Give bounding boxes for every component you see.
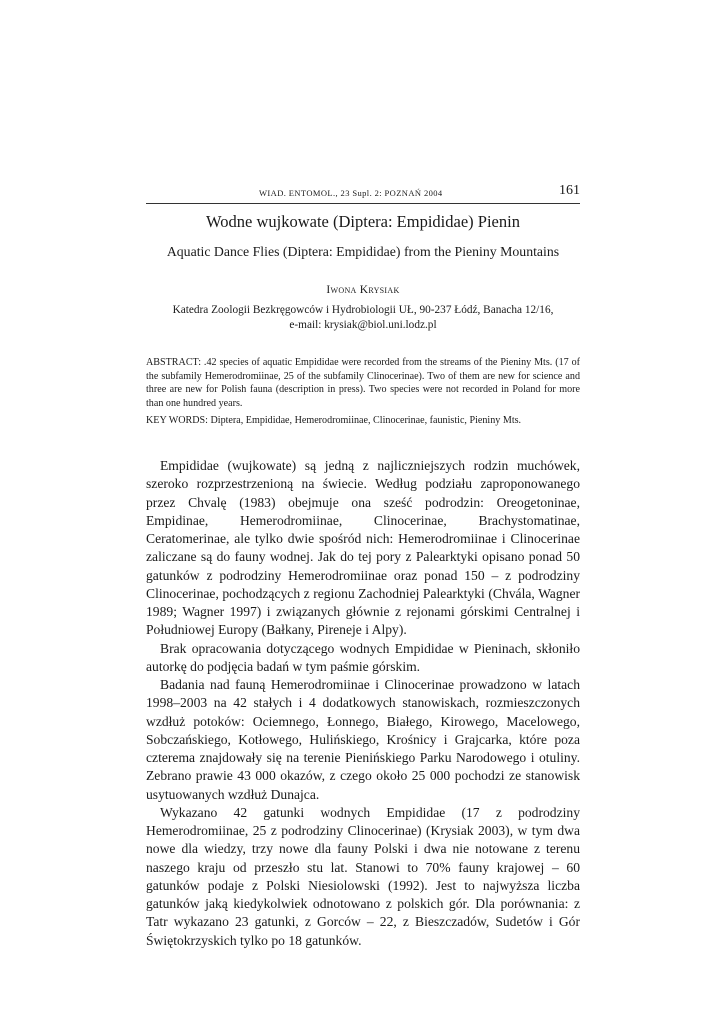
author-name-text: Iwona Krysiak <box>326 284 400 296</box>
article-title-text: Wodne wujkowate (Diptera: Empididae) Pienin <box>206 212 520 231</box>
journal-citation: WIAD. ENTOMOL., 23 Supl. 2: POZNAŃ 2004 <box>259 188 443 198</box>
body-paragraph: Empididae (wujkowate) są jedną z najliczniejszych rodzin muchówek, szeroko rozprzestrzenioną na świecie. Według podziału zaproponowanego przez Chvalę (1983) obejmuje ona sześć podrodzin: Oreogetoninae, Empidinae, Hemerodromiinae, Clinocerinae, Brachystomatinae, Ceratomerinae, ale tylko dwie spośród nich: Hemerodromiinae i Clinocerinae zaliczane są do fauny wodnej. Jak do tej pory z Palearktyki opisano ponad 50 gatunków z podrodziny Hemerodromiinae oraz ponad 150 – z podrodziny Clinocerinae, pochodzących z regionu Zachodniej Palearktyki (Chvála, Wagner 1989; Wagner 1997) i związanych głównie z rejonami górskimi Centralnej i Południowej Europy (Bałkany, Pireneje i Alpy). <box>146 458 580 638</box>
abstract <box>146 356 580 410</box>
body-paragraph: Wykazano 42 gatunki wodnych Empididae (17 z podrodziny Hemerodromiinae, 25 z podrodziny Clinocerinae) (Krysiak 2003), w tym dwa nowe dla wiedzy, trzy nowe dla fauny Polski i dwa nie notowane z terenu naszego kraju od przeszło stu lat. Stanowi to 70% fauny krajowej – 60 gatunków podaje z Polski Niesiolowski (1992). Jest to najwyższa liczba gatunków jaką kiedykolwiek odnotowano z polskich gór. Dla porównania: z Tatr wykazano 23 gatunki, z Gorców – 22, z Bieszczadów, Sudetów i Gór Świętokrzyskich tylko po 18 gatunków. <box>146 804 580 948</box>
affiliation-address: Katedra Zoologii Bezkręgowców i Hydrobiologii UŁ, 90-237 Łódź, Banacha 12/16, <box>172 304 554 316</box>
body-paragraph: Brak opracowania dotyczącego wodnych Empididae w Pieninach, skłoniło autorkę do podjęcia badań w tym paśmie górskim. <box>146 640 580 674</box>
affiliation <box>120 303 606 333</box>
article-subtitle <box>120 244 606 260</box>
article-body <box>146 457 580 950</box>
page-number: 161 <box>559 183 580 198</box>
affiliation-email: e-mail: krysiak@biol.uni.lodz.pl <box>289 319 437 331</box>
body-paragraph: Badania nad fauną Hemerodromiinae i Clinocerinae prowadzono w latach 1998–2003 na 42 stałych i 4 dodatkowych stanowiskach, rozmieszczonych wzdłuż potoków: Ociemnego, Łonnego, Białego, Kirowego, Macelowego, Sobczańskiego, Kotłowego, Hulińskiego, Krośnicy i Grajcarka, które poza czterema znajdowały się na terenie Pienińskiego Parku Narodowego i otuliny. Zebrano prawie 43 000 okazów, z czego około 25 000 pochodzi ze stanowisk usytuowanych wzdłuż Dunajca. <box>146 677 580 802</box>
article-title <box>146 212 580 232</box>
running-head <box>146 183 580 204</box>
article-subtitle-text: Aquatic Dance Flies (Diptera: Empididae) from the Pieniny Mountains <box>166 244 560 259</box>
keywords-text: KEY WORDS: Diptera, Empididae, Hemerodromiinae, Clinocerinae, faunistic, Pieniny Mts. <box>146 415 522 426</box>
keywords <box>146 414 580 428</box>
author-name <box>146 284 580 296</box>
abstract-text: ABSTRACT: .42 species of aquatic Empididae were recorded from the streams of the Pieniny Mts. (17 of the subfamily Hemerodromiinae, 25 of the subfamily Clinocerinae). Two of them are new for science and three are new for Polish fauna (description in press). Two species were not recorded in Poland for more than one hundred years. <box>146 357 580 409</box>
